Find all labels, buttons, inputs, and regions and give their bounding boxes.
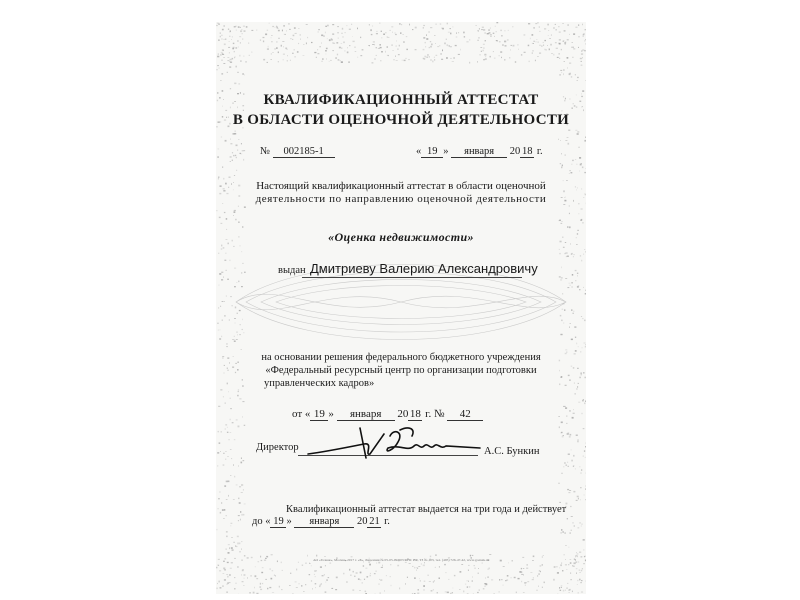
certificate-date-row xyxy=(416,146,543,158)
intro-line1: Настоящий квалификационный аттестат в области оценочной xyxy=(256,180,546,192)
issued-to-name: Дмитриеву Валерию Александровичу xyxy=(310,261,538,276)
validity-month: января xyxy=(294,516,354,528)
quote-close: » xyxy=(328,408,334,420)
decision-row xyxy=(292,408,483,421)
quote-open: « xyxy=(304,408,311,420)
intro-line2: деятельности по направлению оценочной деятельности xyxy=(255,193,547,205)
validity-suffix: г. xyxy=(384,516,390,527)
issued-underline xyxy=(302,277,522,278)
date-suffix: г. xyxy=(536,146,543,157)
date-year-suffix: 18 xyxy=(522,146,533,157)
basis-line3: управленческих кадров» xyxy=(264,378,375,389)
quote-open: « xyxy=(265,516,271,527)
quote-open: « xyxy=(416,146,422,157)
direction-title: «Оценка недвижимости» xyxy=(328,230,474,244)
date-month: января xyxy=(451,146,507,158)
decision-year-prefix: 20 xyxy=(397,408,409,420)
issued-label: выдан xyxy=(278,265,306,276)
decision-from: от xyxy=(292,408,303,420)
certificate-number-row xyxy=(260,146,335,158)
decision-year-unit: г. xyxy=(425,408,432,420)
printer-footer: АО «Гознак», Москва, 2017 г. «Б», Лицензия № 05-05-09/003 ФНС РФ, ТЗ № 103, тел. (495) 726-47-42, www.goznak.ru xyxy=(313,558,489,562)
validity-row xyxy=(252,516,390,528)
decision-day: 19 xyxy=(310,408,328,421)
certificate-number: 002185-1 xyxy=(273,146,335,158)
certificate-title-line2: В ОБЛАСТИ ОЦЕНОЧНОЙ ДЕЯТЕЛЬНОСТИ xyxy=(232,112,570,128)
director-signature xyxy=(304,424,484,464)
director-label: Директор xyxy=(256,442,299,453)
validity-line1: Квалификационный аттестат выдается на три года и действует xyxy=(286,504,567,515)
basis-line1: на основании решения федерального бюджетного учреждения xyxy=(261,352,541,363)
quote-close: » xyxy=(443,146,449,157)
certificate-title-line1: КВАЛИФИКАЦИОННЫЙ АТТЕСТАТ xyxy=(263,92,539,108)
date-year-prefix: 20 xyxy=(509,146,521,157)
decision-month: января xyxy=(337,408,395,421)
number-prefix: № xyxy=(260,146,271,157)
validity-day: 19 xyxy=(270,516,286,528)
basis-line2: «Федеральный ресурсный центр по организации подготовки xyxy=(265,365,537,376)
quote-close: » xyxy=(286,516,292,527)
decision-num-label: № xyxy=(433,408,445,420)
validity-until: до xyxy=(252,516,263,527)
validity-year-prefix: 20 xyxy=(356,516,368,527)
director-name: А.С. Бункин xyxy=(484,446,540,457)
decision-year-suffix: 18 xyxy=(409,408,421,420)
decision-number: 42 xyxy=(447,408,483,421)
date-day: 19 xyxy=(421,146,443,158)
certificate-scan xyxy=(216,22,586,594)
validity-year-suffix: 21 xyxy=(369,516,380,527)
